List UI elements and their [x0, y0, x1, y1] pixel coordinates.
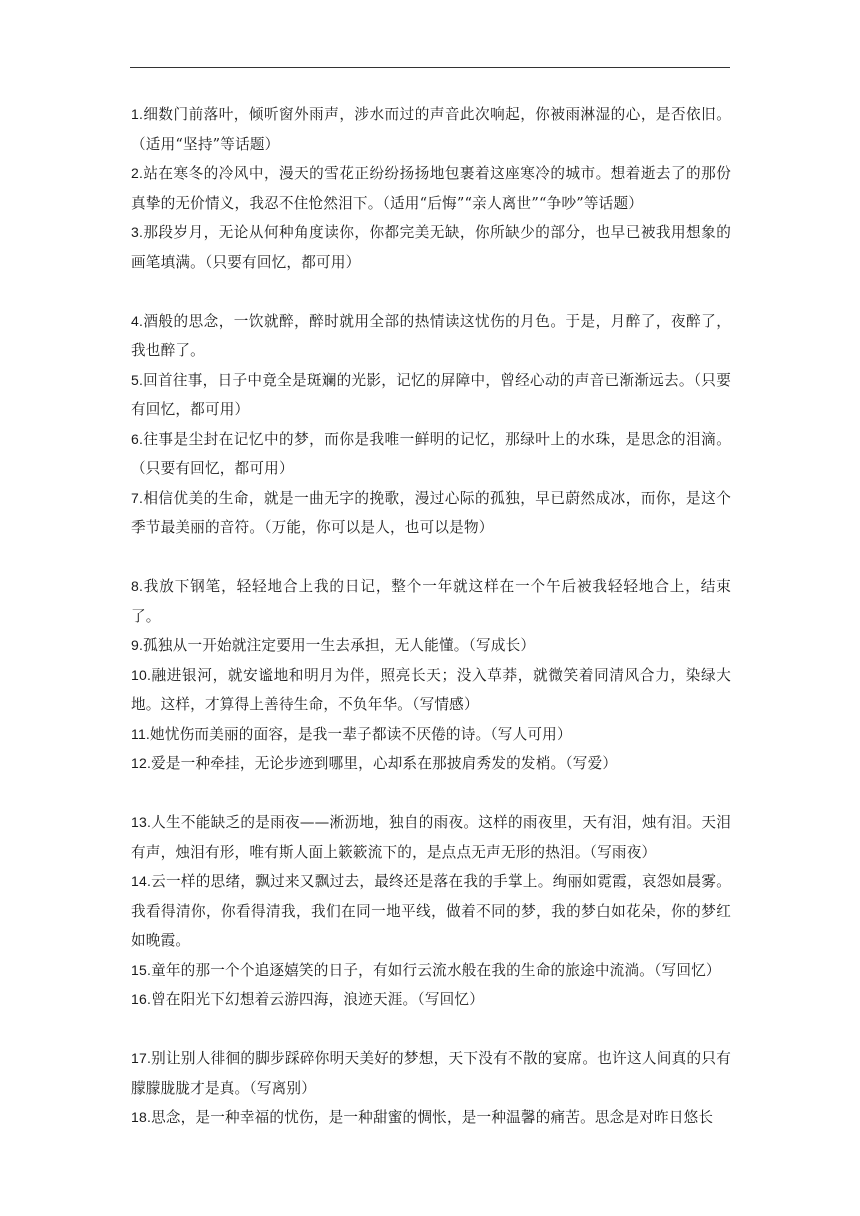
item-number: 16.	[131, 991, 152, 1007]
quote-item	[131, 572, 731, 631]
item-number: 4.	[131, 312, 144, 329]
item-text: 她忧伤而美丽的面容，是我一辈子都读不厌倦的诗。（写人可用）	[150, 725, 572, 743]
item-number: 3.	[131, 224, 144, 240]
item-number: 6.	[131, 430, 144, 447]
item-number: 10.	[131, 666, 152, 683]
paragraph-gap	[131, 277, 731, 307]
item-text: 细数门前落叶，倾听窗外雨声，涉水而过的声音此次响起，你被雨淋湿的心，是否依旧。（适用“坚持”等话题）	[131, 106, 731, 153]
item-number: 14.	[131, 873, 152, 889]
quote-item	[131, 720, 731, 750]
item-number: 13.	[131, 814, 152, 830]
quote-item	[131, 956, 731, 986]
quote-item	[131, 100, 731, 159]
item-text: 爱是一种牵挂，无论步迹到哪里，心却系在那披肩秀发的发梢。（写爱）	[151, 755, 618, 772]
item-text: 孤独从一开始就注定要用一生去承担，无人能懂。（写成长）	[143, 637, 536, 654]
quote-item	[131, 484, 731, 543]
quote-item	[131, 631, 731, 661]
quote-item	[131, 425, 731, 484]
item-number: 11.	[131, 725, 151, 742]
item-number: 5.	[131, 371, 144, 388]
header-rule	[130, 67, 730, 68]
quote-item	[131, 808, 731, 867]
item-text: 那段岁月，无论从何种角度读你，你都完美无缺，你所缺少的部分，也早已被我用想象的画笔填满。（只要有回忆，都可用）	[131, 224, 731, 271]
quote-item	[131, 985, 731, 1015]
item-text: 童年的那一个个追逐嬉笑的日子，有如行云流水般在我的生命的旅途中流淌。（写回忆）	[151, 961, 721, 979]
quote-item	[131, 749, 731, 779]
item-text: 曾在阳光下幻想着云游四海，浪迹天涯。（写回忆）	[151, 991, 485, 1008]
item-number: 8.	[131, 578, 144, 594]
quote-item	[131, 218, 731, 277]
item-number: 9.	[131, 637, 144, 653]
item-number: 15.	[131, 961, 152, 978]
paragraph-gap	[131, 1015, 731, 1045]
paragraph-gap	[131, 779, 731, 809]
item-number: 12.	[131, 755, 152, 771]
quote-item	[131, 1103, 731, 1133]
item-number: 2.	[131, 165, 144, 181]
quote-item	[131, 159, 731, 218]
quote-item	[131, 867, 731, 956]
item-text: 往事是尘封在记忆中的梦，而你是我唯一鲜明的记忆，那绿叶上的水珠，是思念的泪滴。（只要有回忆，都可用）	[131, 430, 731, 477]
item-text: 人生不能缺乏的是雨夜——淅沥地，独自的雨夜。这样的雨夜里，天有泪，烛有泪。天泪有声，烛泪有形，唯有斯人面上簌簌流下的，是点点无声无形的热泪。（写雨夜）	[131, 814, 731, 861]
item-text: 回首往事，日子中竟全是斑斓的光影，记忆的屏障中，曾经心动的声音已渐渐远去。（只要有回忆，都可用）	[131, 371, 731, 418]
item-text: 云一样的思绪，飘过来又飘过去，最终还是落在我的手掌上。绚丽如霓霞，哀怨如晨雾。我看得清你，你看得清我，我们在同一地平线，做着不同的梦，我的梦白如花朵，你的梦红如晚霞。	[131, 873, 731, 949]
item-text: 站在寒冬的冷风中，漫天的雪花正纷纷扬扬地包裹着这座寒冷的城市。想着逝去了的那份真挚的无价情义，我忍不住怆然泪下。（适用“后悔”“亲人离世”“争吵”等话题）	[131, 165, 731, 212]
quote-item	[131, 1044, 731, 1103]
quote-item	[131, 366, 731, 425]
item-number: 17.	[131, 1050, 152, 1066]
item-number: 7.	[131, 489, 144, 506]
item-text: 酒般的思念，一饮就醉，醉时就用全部的热情读这忧伤的月色。于是，月醉了，夜醉了，我也醉了。	[131, 312, 731, 359]
item-number: 1.	[131, 106, 144, 122]
item-text: 相信优美的生命，就是一曲无字的挽歌，漫过心际的孤独，早已蔚然成冰，而你，是这个季节最美丽的音符。（万能，你可以是人，也可以是物）	[131, 489, 731, 536]
item-text: 融进银河，就安谧地和明月为伴，照亮长天；没入草莽，就微笑着同清风合力，染绿大地。这样，才算得上善待生命，不负年华。（写情感）	[131, 666, 731, 713]
item-number: 18.	[131, 1109, 152, 1125]
item-text: 别让别人徘徊的脚步踩碎你明天美好的梦想，天下没有不散的宴席。也许这人间真的只有朦朦胧胧才是真。（写离别）	[131, 1050, 731, 1097]
quote-item	[131, 307, 731, 366]
document-body	[131, 100, 731, 1133]
item-text: 思念，是一种幸福的忧伤，是一种甜蜜的惆怅，是一种温馨的痛苦。思念是对昨日悠长	[151, 1109, 714, 1126]
paragraph-gap	[131, 543, 731, 573]
quote-item	[131, 661, 731, 720]
item-text: 我放下钢笔，轻轻地合上我的日记，整个一年就这样在一个午后被我轻轻地合上，结束了。	[131, 578, 731, 625]
